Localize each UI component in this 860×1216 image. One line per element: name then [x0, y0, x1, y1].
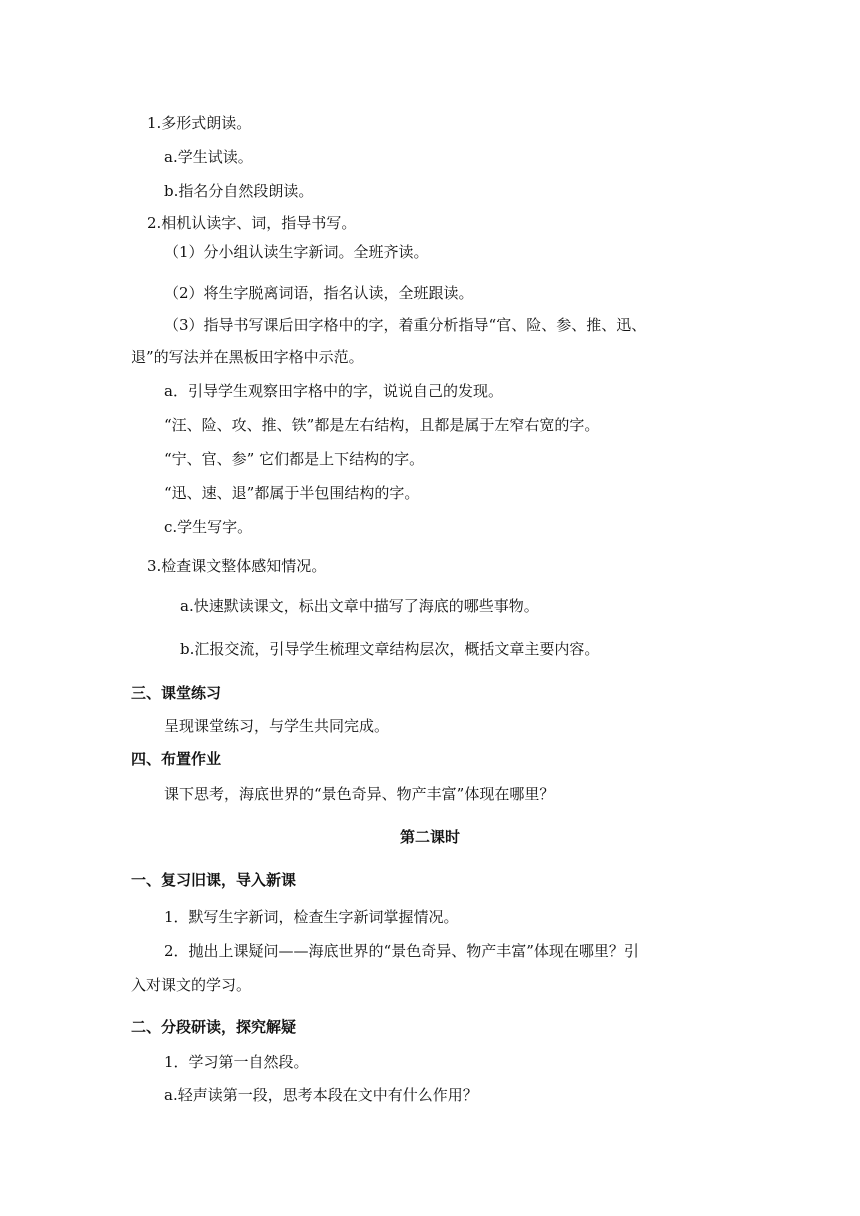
list-item: a.快速默读课文，标出文章中描写了海底的哪些事物。 — [180, 597, 539, 615]
section-heading: 四、布置作业 — [131, 750, 222, 768]
text-line: 退”的写法并在黑板田字格中示范。 — [131, 348, 364, 366]
list-item: b.汇报交流，引导学生梳理文章结构层次，概括文章主要内容。 — [180, 640, 600, 658]
list-item: a.轻声读第一段，思考本段在文中有什么作用？ — [164, 1086, 478, 1104]
list-item: 1.多形式朗读。 — [147, 114, 252, 132]
list-item: 3.检查课文整体感知情况。 — [147, 557, 327, 575]
list-item: （2）将生字脱离词语，指名认读，全班跟读。 — [164, 284, 474, 302]
list-item: c.学生写字。 — [164, 518, 253, 536]
list-item: 1．学习第一自然段。 — [164, 1053, 309, 1071]
lesson-title: 第二课时 — [399, 828, 460, 846]
text-line: “汪、险、攻、推、铁”都是左右结构，且都是属于左窄右宽的字。 — [164, 416, 600, 434]
text-line: “迅、速、退”都属于半包围结构的字。 — [164, 484, 420, 502]
list-item: 2.相机认读字、词，指导书写。 — [147, 214, 357, 232]
section-heading: 二、分段研读，探究解疑 — [131, 1018, 297, 1036]
list-item: a．引导学生观察田字格中的字，说说自己的发现。 — [164, 382, 503, 400]
list-item: （1）分小组认读生字新词。全班齐读。 — [164, 243, 429, 261]
text-line: 呈现课堂练习，与学生共同完成。 — [164, 717, 390, 735]
list-item: b.指名分自然段朗读。 — [164, 182, 314, 200]
text-line: “宁、官、参” 它们都是上下结构的字。 — [164, 450, 425, 468]
list-item: 2．抛出上课疑问——海底世界的“景色奇异、物产丰富”体现在哪里？引 — [164, 942, 639, 960]
list-item: a.学生试读。 — [164, 148, 253, 166]
section-heading: 三、课堂练习 — [131, 684, 222, 702]
list-item: （3）指导书写课后田字格中的字，着重分析指导“官、险、参、推、迅、 — [164, 316, 647, 334]
section-heading: 一、复习旧课，导入新课 — [131, 871, 297, 889]
list-item: 1．默写生字新词，检查生字新词掌握情况。 — [164, 908, 459, 926]
text-line: 入对课文的学习。 — [131, 976, 252, 994]
text-line: 课下思考，海底世界的“景色奇异、物产丰富”体现在哪里？ — [164, 785, 555, 803]
